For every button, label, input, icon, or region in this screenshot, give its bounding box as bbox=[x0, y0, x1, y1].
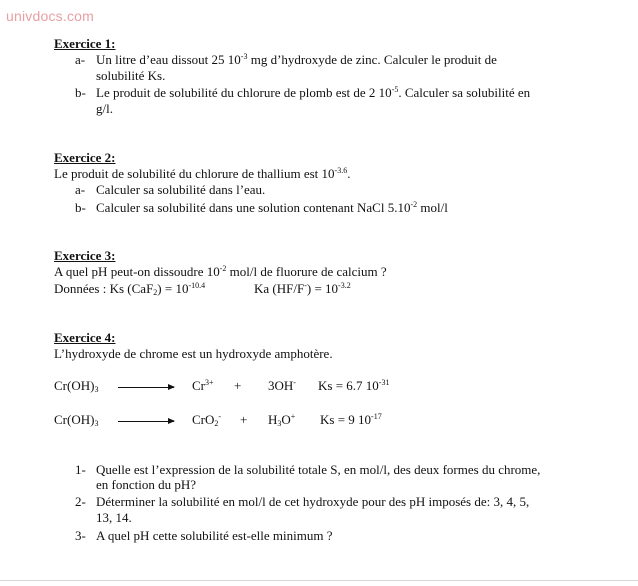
reaction-1-product-1: $Cr^{3+}$ bbox=[192, 378, 214, 393]
exercise-2-title: Exercice 2: bbox=[54, 150, 116, 165]
reaction-1-product-2: 3OH- bbox=[268, 378, 296, 393]
ex3-data-ka: Ka $(HF/F^-) = 10^{-3.2}$ bbox=[254, 281, 351, 296]
reaction-2-reactant: $Cr(OH)_3$ bbox=[54, 412, 99, 428]
ex4-q3-label: 3- bbox=[75, 528, 86, 543]
ex1-a-label: a- bbox=[75, 52, 86, 67]
ex4-q2-label: 2- bbox=[75, 494, 86, 509]
reaction-1-constant: Ks = 6.7 $10^{-31}$ bbox=[318, 378, 390, 393]
ex4-q1-label: 1- bbox=[75, 462, 86, 477]
ex4-q2-line1: Déterminer la solubilité en mol/l de cet hydroxyde pour des pH imposés de: 3, 4, 5, bbox=[96, 494, 530, 509]
ex2-b-label: b- bbox=[75, 200, 86, 215]
ex1-a-line2: solubilité Ks. bbox=[96, 68, 166, 83]
page-bottom-border bbox=[0, 580, 638, 581]
ex2-a-text: Calculer sa solubilité dans l’eau. bbox=[96, 182, 266, 197]
ex1-a-line1: Un litre d’eau dissout 25 $10^{-3}$ mg d’hydroxyde de zinc. Calculer le produit de bbox=[96, 52, 497, 67]
ex3-data-ks: Données : Ks $(CaF_2) = 10^{-10.4}$ bbox=[54, 281, 206, 297]
reaction-1-arrow bbox=[118, 387, 174, 388]
ex1-b-line2: g/l. bbox=[96, 101, 113, 116]
reaction-1-reactant: $Cr(OH)_3$ bbox=[54, 378, 99, 394]
reaction-2-plus: + bbox=[240, 412, 248, 427]
exercise-4-title: Exercice 4: bbox=[54, 330, 116, 345]
ex3-question: A quel pH peut-on dissoudre $10^{-2}$ mol/l de fluorure de calcium ? bbox=[54, 264, 387, 279]
ex4-q1-line1: Quelle est l’expression de la solubilité totale S, en mol/l, des deux formes du chrome, bbox=[96, 462, 541, 477]
ex1-b-label: b- bbox=[75, 85, 86, 100]
reaction-2-constant: Ks = 9 $10^{-17}$ bbox=[320, 412, 382, 427]
ex1-b-line1: Le produit de solubilité du chlorure de plomb est de 2 $10^{-5}$. Calculer sa solubilité en bbox=[96, 85, 531, 100]
ex4-q1-line2: en fonction du pH? bbox=[96, 477, 197, 492]
exercise-1-title: Exercice 1: bbox=[54, 36, 116, 51]
exercise-3-title: Exercice 3: bbox=[54, 248, 116, 263]
reaction-2-product-1: CrO$_2$- bbox=[192, 412, 222, 428]
ex2-a-label: a- bbox=[75, 182, 86, 197]
reaction-2-arrow bbox=[118, 421, 174, 422]
ex4-q3-line1: A quel pH cette solubilité est-elle minimum ? bbox=[96, 528, 333, 543]
reaction-1-plus: + bbox=[234, 378, 242, 393]
ex2-b-text: Calculer sa solubilité dans une solution contenant NaCl $5.10^{-2}$ mol/l bbox=[96, 200, 448, 215]
ex4-intro: L’hydroxyde de chrome est un hydroxyde amphotère. bbox=[54, 346, 333, 361]
reaction-2-product-2: $H_3O^+$ bbox=[268, 412, 296, 428]
ex2-intro: Le produit de solubilité du chlorure de thallium est $10^{-3.6}$. bbox=[54, 166, 351, 181]
watermark: univdocs.com bbox=[6, 8, 94, 24]
ex4-q2-line2: 13, 14. bbox=[96, 510, 132, 525]
